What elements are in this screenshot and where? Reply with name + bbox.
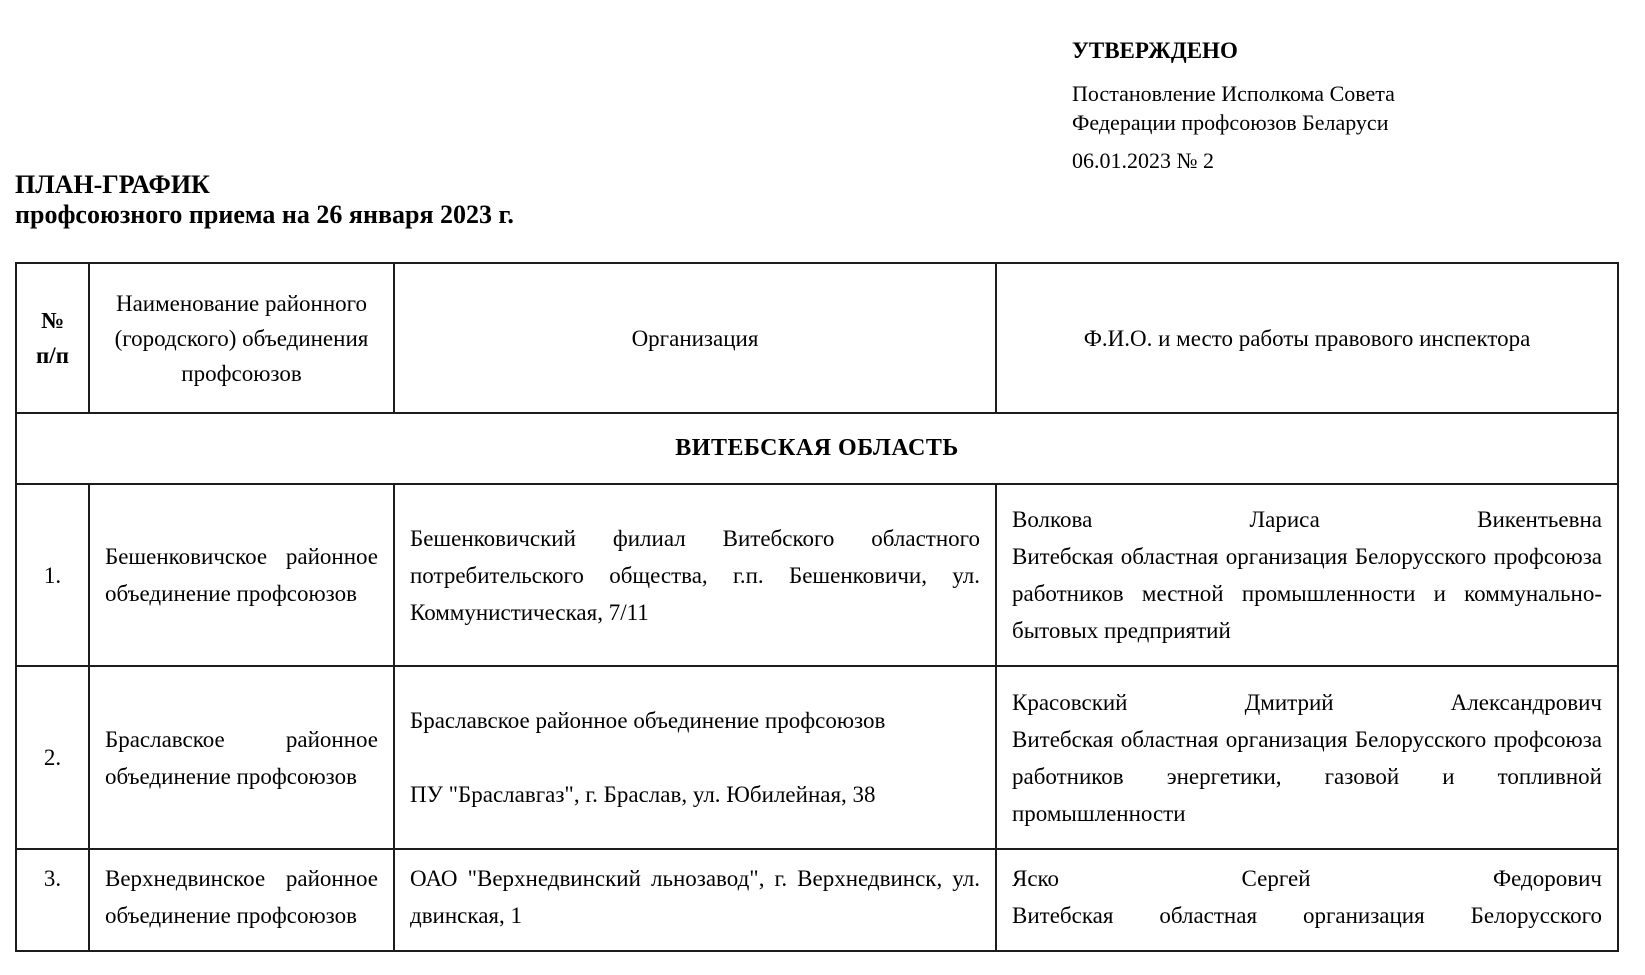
organization-paragraph: Браславское районное объединение профсоюзов [410,708,886,733]
row-number-cell: 2. [16,666,89,849]
association-cell: Браславское районное объединение профсоюзов [89,666,394,849]
schedule-table [15,262,1619,952]
col-header-association: Наименование районного (городского) объединения профсоюзов [89,263,394,413]
region-section-row [16,413,1618,484]
inspector-workplace: Витебская областная организация Белорусского профсоюза работников энергетики, газовой и топливной промышленности [1012,726,1602,826]
col-header-num-line1: № [40,308,65,333]
association-cell: Верхнедвинское районное объединение профсоюзов [89,849,394,951]
inspector-cell [996,849,1618,951]
col-header-num [16,263,89,413]
inspector-cell [996,484,1618,666]
approval-line-2: Федерации профсоюзов Беларуси [1072,110,1389,135]
col-header-num-line2: п/п [36,343,69,368]
organization-paragraph: Бешенковичский филиал Витебского областного потребительского общества, г.п. Бешенковичи, ул. Коммунистическая, 7/11 [410,525,980,625]
table-row [16,849,1618,951]
table-header-row [16,263,1618,413]
organization-cell [394,849,996,951]
page-title-line-2: профсоюзного приема на 26 января 2023 г. [15,200,514,229]
table-row [16,666,1618,849]
association-cell: Бешенковичское районное объединение профсоюзов [89,484,394,666]
approval-stamp [1072,36,1542,175]
organization-cell [394,666,996,849]
inspector-name: Волкова Лариса Викентьевна [1012,507,1602,532]
region-section-title: ВИТЕБСКАЯ ОБЛАСТЬ [16,413,1618,484]
table-row [16,484,1618,666]
approval-line-1: Постановление Исполкома Совета [1072,81,1395,106]
col-header-organization: Организация [394,263,996,413]
col-header-inspector: Ф.И.О. и место работы правового инспектора [996,263,1618,413]
row-number-cell: 1. [16,484,89,666]
organization-paragraph: ПУ "Браславгаз", г. Браслав, ул. Юбилейная, 38 [410,782,876,807]
row-number-cell: 3. [16,849,89,951]
inspector-cell [996,666,1618,849]
inspector-name: Яско Сергей Федорович [1012,866,1602,891]
organization-cell [394,484,996,666]
inspector-workplace: Витебская областная организация Белорусского профсоюза работников местной промышленности и коммунально-бытовых предприятий [1012,544,1602,643]
organization-paragraph: ОАО "Верхнедвинский льнозавод", г. Верхнедвинск, ул. двинская, 1 [410,866,980,928]
inspector-name: Красовский Дмитрий Александрович [1012,689,1602,715]
inspector-workplace: Витебская областная организация Белорусского [1012,903,1602,928]
approval-label: УТВЕРЖДЕНО [1072,38,1238,63]
page-title [15,170,514,230]
approval-date: 06.01.2023 № 2 [1072,148,1214,173]
page-title-line-1: ПЛАН-ГРАФИК [15,170,210,199]
